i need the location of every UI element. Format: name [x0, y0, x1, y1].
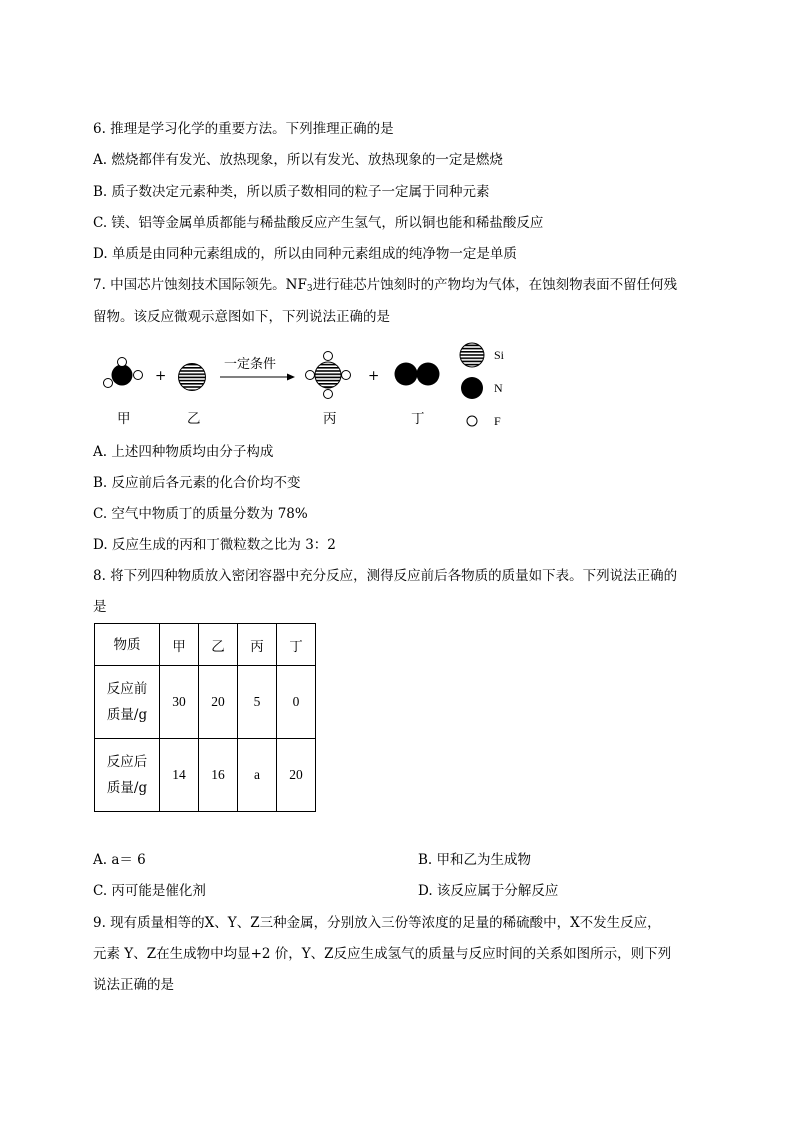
si-atom: [179, 364, 206, 391]
table-cell: 30: [160, 666, 199, 739]
plus-sign-2: +: [368, 368, 380, 384]
n-atom: [417, 363, 440, 386]
f-atom: [342, 371, 351, 380]
q6-option-a: A. 燃烧都伴有发光、放热现象，所以有发光、放热现象的一定是燃烧: [93, 152, 503, 168]
q7-option-b: B. 反应前后各元素的化合价均不变: [93, 475, 301, 491]
si-atom: [315, 362, 341, 388]
legend-si-label: Si: [494, 348, 505, 362]
f-atom: [104, 379, 113, 388]
legend-f-label: F: [494, 414, 501, 428]
q8-option-b: B. 甲和乙为生成物: [418, 852, 532, 868]
table-header-cell: 丁: [277, 624, 316, 666]
table-header-cell: 丙: [238, 624, 277, 666]
label-jia: 甲: [117, 411, 131, 427]
table-cell: 16: [199, 739, 238, 812]
f-atom: [306, 371, 315, 380]
atom-yi: [179, 364, 206, 391]
q7-stem-sub: 3: [306, 284, 313, 294]
q7-option-c: C. 空气中物质丁的质量分数为 78%: [93, 506, 308, 522]
reaction-diagram-svg: [93, 335, 533, 435]
q9-stem-line1: 9. 现有质量相等的X、Y、Z三种金属，分别放入三份等浓度的足量的稀硫酸中，X不发生反应，: [93, 915, 661, 931]
legend-n-label: N: [494, 381, 503, 395]
table-header-cell: 物质: [95, 624, 160, 666]
n-atom: [112, 365, 133, 386]
n-atom: [395, 363, 418, 386]
q9-stem-line3: 说法正确的是: [93, 977, 174, 993]
q7-option-a: A. 上述四种物质均由分子构成: [93, 444, 274, 460]
table-row: [95, 739, 316, 812]
f-atom: [134, 371, 143, 380]
q6-option-b: B. 质子数决定元素种类，所以质子数相同的粒子一定属于同种元素: [93, 184, 490, 200]
table-row: [95, 666, 316, 739]
table-cell: 20: [277, 739, 316, 812]
q7-stem-line2: 留物。该反应微观示意图如下，下列说法正确的是: [93, 309, 390, 325]
q6-option-c: C. 镁、铝等金属单质都能与稀盐酸反应产生氢气，所以铜也能和稀盐酸反应: [93, 215, 544, 231]
table-cell: 5: [238, 666, 277, 739]
q8-option-d: D. 该反应属于分解反应: [418, 883, 559, 899]
mass-table: [94, 623, 316, 812]
q9-stem-line2: 元素 Y、Z在生成物中均显+2 价，Y、Z反应生成氢气的质量与反应时间的关系如图所示，则下列: [93, 946, 672, 962]
f-atom: [118, 358, 127, 367]
legend-f-symbol: [467, 416, 477, 426]
legend-n-symbol: [461, 377, 483, 399]
table-header-row: [95, 624, 316, 666]
row-label-line2: 质量/g: [106, 780, 148, 796]
legend: [460, 343, 484, 426]
q7-stem: [93, 276, 677, 294]
table-cell: 14: [160, 739, 199, 812]
q8-stem-line1: 8. 将下列四种物质放入密闭容器中充分反应，测得反应前后各物质的质量如下表。下列说法正确的: [93, 568, 678, 584]
f-atom: [324, 352, 333, 361]
table-header-cell: 甲: [160, 624, 199, 666]
molecule-ding: [395, 363, 440, 386]
molecule-jia: [104, 358, 143, 388]
molecule-bing: [306, 352, 351, 399]
q6-stem: 6. 推理是学习化学的重要方法。下列推理正确的是: [93, 121, 394, 137]
row-label-line2: 质量/g: [106, 707, 148, 723]
legend-si-symbol: [460, 343, 484, 367]
table-cell: a: [238, 739, 277, 812]
table-cell: 0: [277, 666, 316, 739]
q7-option-d: D. 反应生成的丙和丁微粒数之比为 3：2: [93, 537, 336, 553]
label-bing: 丙: [323, 411, 337, 427]
q8-stem-line2: 是: [93, 599, 107, 615]
reaction-arrow: [220, 374, 295, 381]
q8-option-a: A. a＝ 6: [93, 852, 146, 868]
f-atom: [324, 390, 333, 399]
label-yi: 乙: [187, 411, 201, 427]
row-label-line1: 反应前: [106, 681, 148, 697]
table-cell: 20: [199, 666, 238, 739]
reaction-condition: 一定条件: [224, 357, 277, 372]
row-label: [95, 739, 160, 812]
table-header-cell: 乙: [199, 624, 238, 666]
q7-stem-post: 进行硅芯片蚀刻时的产物均为气体，在蚀刻物表面不留任何残: [312, 277, 678, 293]
row-label: [95, 666, 160, 739]
row-label-line1: 反应后: [106, 754, 148, 770]
reaction-diagram: [93, 335, 533, 435]
q7-stem-pre: 7. 中国芯片蚀刻技术国际领先。NF: [93, 277, 307, 293]
label-ding: 丁: [411, 411, 425, 427]
q8-option-c: C. 丙可能是催化剂: [93, 883, 206, 899]
plus-sign-1: +: [155, 368, 167, 384]
q6-option-d: D. 单质是由同种元素组成的，所以由同种元素组成的纯净物一定是单质: [93, 246, 517, 262]
